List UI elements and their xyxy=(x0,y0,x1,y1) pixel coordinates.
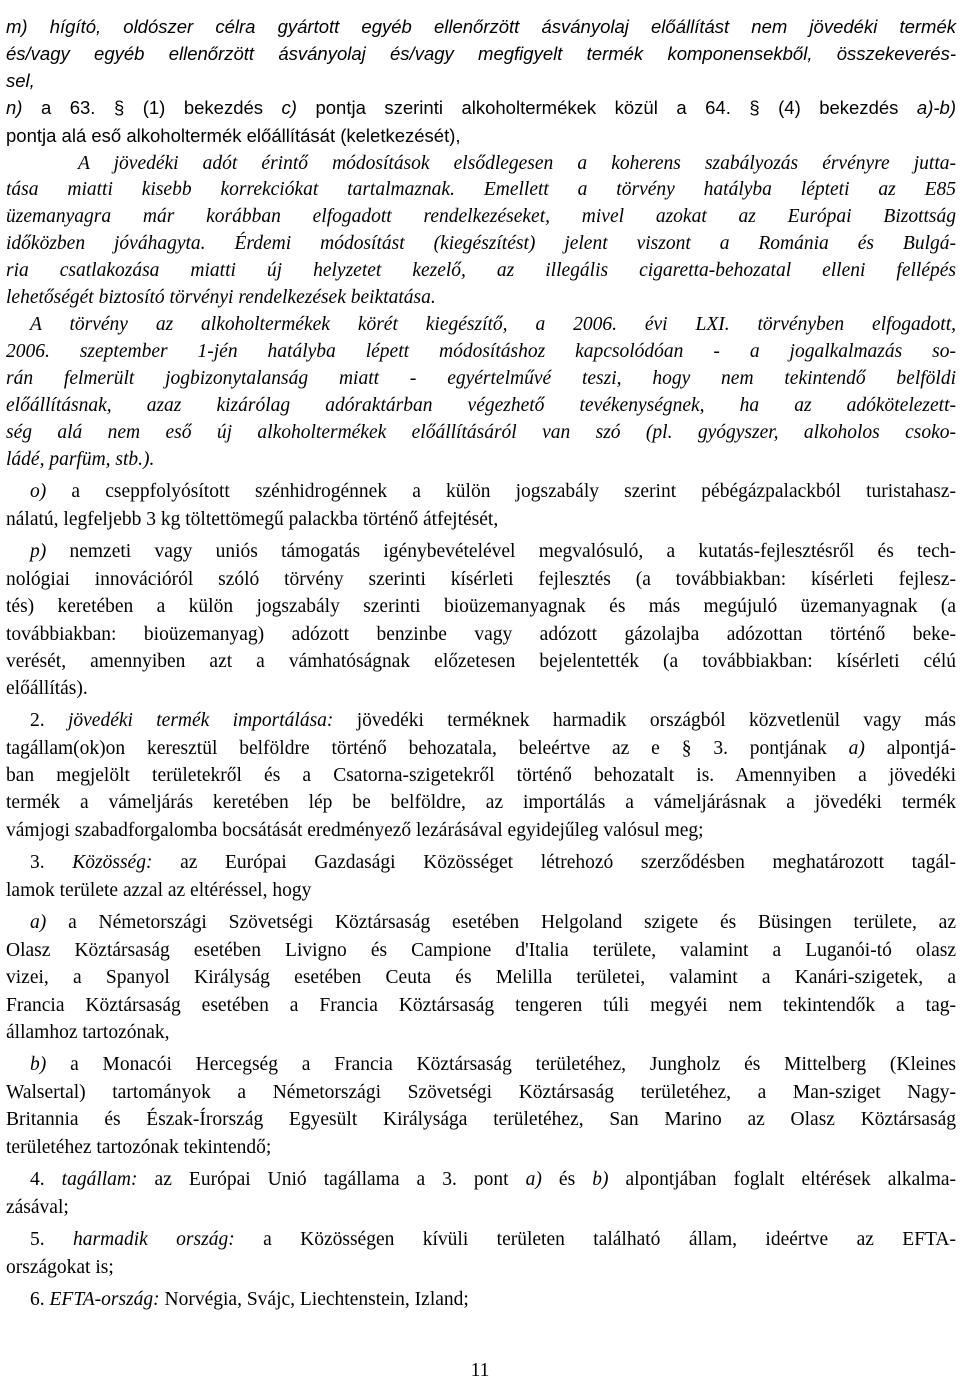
text-line xyxy=(6,257,956,284)
text-run: vámjogi szabadforgalomba bocsátását eredményező lezárásával egyidejűleg valósul meg; xyxy=(6,820,704,841)
italic-text: A jövedéki adót érintő módosítások elsődlegesen a koherens szabályozás érvényre jutta- xyxy=(78,153,956,174)
text-run: pontja alá eső alkoholtermék előállítását (keletkezését), xyxy=(6,125,461,146)
text-run: nálatú, legfeljebb 3 kg töltettömegű palackba történő átfejtését, xyxy=(6,509,499,530)
text-run: termék a vámeljárás keretében lép be belföldre, az importálás a vámeljárásnak a jövedéki termék xyxy=(6,792,956,813)
text-run: 2. xyxy=(30,710,68,731)
italic-text: lehetőségét biztosító törvényi rendelkezések beiktatása. xyxy=(6,287,436,308)
text-line xyxy=(6,506,956,533)
text-line xyxy=(6,735,956,762)
text-line xyxy=(6,593,956,620)
italic-text: a)-b) xyxy=(916,97,956,118)
italic-text: c) xyxy=(281,97,297,118)
italic-text: b) xyxy=(30,1054,47,1075)
italic-text: m) hígító, oldószer célra gyártott egyéb ellenőrzött ásványolaj előállítást nem jövedéki termék xyxy=(6,16,956,37)
italic-text: n) xyxy=(6,97,23,118)
italic-text: Érdemi módosítást (kiegészítést) jelent viszont a Románia és Bulgá- xyxy=(205,233,957,254)
text-run: az Európai Gazdasági Közösséget létrehozó szerződésben meghatározott tagál- xyxy=(152,852,957,873)
italic-text: a) xyxy=(30,912,47,933)
text-run: az Európai Unió tagállama a 3. pont xyxy=(137,1169,526,1190)
text-run: verését, amennyiben azt a vámhatóságnak előzetesen bejelentették (a továbbiakban: kísérleti célú xyxy=(6,651,956,672)
text-line xyxy=(6,1194,956,1221)
text-line xyxy=(6,992,956,1019)
text-run: tagállam(ok)on keresztül belföldre történő behozatala, beleértve az e § 3. pontjának xyxy=(6,738,849,759)
text-run: továbbiakban: bioüzemanyag) adózott benzinbe vagy adózott gázolajba adózottan történő beke- xyxy=(6,624,956,645)
text-line xyxy=(30,1286,956,1313)
text-line xyxy=(30,909,956,936)
text-run: országokat is; xyxy=(6,1257,114,1278)
italic-text: előállításnak, azaz kizárólag adóraktárban végezhető tevékenységnek, ha az adókötelezett- xyxy=(6,395,956,416)
text-line xyxy=(6,817,956,844)
text-run: alpontjában foglalt eltérések alkalma- xyxy=(608,1169,957,1190)
italic-text: Emellett a törvény hatályba lépteti az E85 xyxy=(454,179,957,200)
italic-text: a) xyxy=(848,738,865,759)
page-number: 11 xyxy=(470,1360,490,1381)
italic-text: ria csatlakozása miatti új helyzetet kezelő, az illegális cigaretta-behozatal elleni fellépés xyxy=(6,260,956,281)
text-line xyxy=(6,675,956,702)
italic-text: üzemanyagra már korábban elfogadott rendelkezéseket, mivel azokat az Európai Bizottság xyxy=(6,206,956,227)
text-line xyxy=(6,762,956,789)
text-line xyxy=(6,566,956,593)
italic-text: ség alá nem eső új alkoholtermékek előállításáról van szó (pl. gyógyszer, alkoholos csoko- xyxy=(6,422,956,443)
text-run: nológiai innovációról szóló törvény szerinti kísérleti fejlesztés (a továbbiakban: kísérleti fejlesz- xyxy=(6,569,956,590)
text-run: államhoz tartozónak, xyxy=(6,1022,170,1043)
text-run: a Közösségen kívüli területen található állam, ideértve az EFTA- xyxy=(234,1229,956,1250)
text-run: tés) keretében a külön jogszabály szerinti bioüzemanyagnak és más megújuló üzemanyagnak (a xyxy=(6,596,956,617)
text-run: Britannia és Észak-Írország Egyesült Királysága területéhez, San Marino az Olasz Köztársaság xyxy=(6,1109,956,1130)
text-line xyxy=(30,1166,956,1193)
italic-text: jövedéki termék importálása: xyxy=(67,710,334,731)
text-line xyxy=(30,707,956,734)
text-run: pontja szerinti alkoholtermékek közül a 64. § (4) bekezdés xyxy=(296,97,917,118)
italic-text: Közösség: xyxy=(72,852,153,873)
text-run: 3. xyxy=(30,852,73,873)
text-run: 5. xyxy=(30,1229,74,1250)
text-run: zásával; xyxy=(6,1197,69,1218)
text-line xyxy=(6,621,956,648)
text-line xyxy=(30,1051,956,1078)
text-line xyxy=(6,1106,956,1133)
text-run: a cseppfolyósított szénhidrogénnek a külön jogszabály szerint pébégázpalackból turistahasz- xyxy=(46,481,956,502)
text-run: és xyxy=(541,1169,593,1190)
text-run: a Németországi Szövetségi Köztársaság esetében Helgoland szigete és Büsingen területe, az xyxy=(46,912,956,933)
italic-text: 2006. xyxy=(6,341,50,362)
italic-text: szeptember 1-jén hatályba lépett módosításhoz kapcsolódóan - a jogalkalmazás so- xyxy=(49,341,956,362)
text-line xyxy=(78,150,956,177)
italic-text: a) xyxy=(525,1169,542,1190)
text-line xyxy=(30,478,956,505)
italic-text: időközben jóváhagyta. xyxy=(6,233,206,254)
text-line xyxy=(6,964,956,991)
italic-text: rán felmerült jogbizonytalanság miatt - egyértelművé teszi, hogy nem tekintendő belföldi xyxy=(6,368,956,389)
text-line xyxy=(6,1254,956,1281)
italic-text: EFTA-ország: xyxy=(49,1289,160,1310)
text-line xyxy=(6,94,956,121)
text-run: előállítás). xyxy=(6,678,88,699)
italic-text: A törvény az alkoholtermékek körét kiegészítő, a 2006. évi LXI. törvényben elfogadott, xyxy=(30,314,956,335)
text-run: a 63. § (1) bekezdés xyxy=(22,97,282,118)
text-line xyxy=(6,40,956,67)
italic-text: harmadik ország: xyxy=(73,1229,235,1250)
text-run: Francia Köztársaság esetében a Francia Köztársaság tengeren túli megyéi nem tekintendők a tag- xyxy=(6,995,956,1016)
text-line xyxy=(6,648,956,675)
text-line xyxy=(6,419,956,446)
text-line xyxy=(6,13,956,40)
text-run: lamok területe azzal az eltéréssel, hogy xyxy=(6,880,312,901)
text-line xyxy=(6,338,956,365)
text-line xyxy=(30,1226,956,1253)
italic-text: ládé, parfüm, stb.). xyxy=(6,449,155,470)
italic-text: p) xyxy=(30,541,47,562)
text-run: a Monacói Hercegség a Francia Köztársaság területéhez, Jungholz és Mittelberg (Kleines xyxy=(46,1054,956,1075)
text-run: jövedéki terméknek harmadik országból közvetlenül vagy más xyxy=(333,710,956,731)
text-line xyxy=(6,67,956,94)
text-line xyxy=(6,937,956,964)
text-run: 6. xyxy=(30,1289,50,1310)
text-line xyxy=(30,311,956,338)
text-line xyxy=(6,877,956,904)
text-run: alpontjá- xyxy=(864,738,957,759)
italic-text: tagállam: xyxy=(61,1169,138,1190)
text-line xyxy=(30,849,956,876)
text-run: Walsertal) tartományok a Németországi Szövetségi Köztársaság területéhez, a Man-sziget Nagy- xyxy=(6,1082,956,1103)
text-run: Olasz Köztársaság esetében Livigno és Campione d'Italia területe, valamint a Luganói-tó olasz xyxy=(6,940,956,961)
text-run: 4. xyxy=(30,1169,62,1190)
text-run: ban megjelölt területekről és a Csatorna-szigetekről történő behozatalt is. Amennyiben a jövedéki xyxy=(6,765,956,786)
italic-text: és/vagy egyéb ellenőrzött ásványolaj és/vagy megfigyelt termék komponensekből, összekeverés- xyxy=(6,43,956,64)
text-line xyxy=(30,538,956,565)
text-line xyxy=(6,230,956,257)
text-line xyxy=(6,1134,956,1161)
text-line xyxy=(6,446,956,473)
italic-text: tása miatti kisebb korrekciókat tartalmaznak. xyxy=(6,179,455,200)
text-line xyxy=(6,122,956,149)
text-line xyxy=(6,203,956,230)
italic-text: o) xyxy=(30,481,47,502)
text-run: Norvégia, Svájc, Liechtenstein, Izland; xyxy=(159,1289,469,1310)
text-line xyxy=(6,176,956,203)
italic-text: sel, xyxy=(6,70,35,91)
text-line xyxy=(6,1019,956,1046)
text-line xyxy=(6,284,956,311)
text-run: vizei, a Spanyol Királyság esetében Ceuta és Melilla területei, valamint a Kanári-szigetek, a xyxy=(6,967,956,988)
italic-text: b) xyxy=(592,1169,609,1190)
text-run: területéhez tartozónak tekintendő; xyxy=(6,1137,272,1158)
text-line xyxy=(6,392,956,419)
text-run: nemzeti vagy uniós támogatás igénybevételével megvalósuló, a kutatás-fejlesztésről és tech- xyxy=(46,541,956,562)
text-line xyxy=(6,365,956,392)
text-line xyxy=(6,789,956,816)
text-line xyxy=(6,1079,956,1106)
